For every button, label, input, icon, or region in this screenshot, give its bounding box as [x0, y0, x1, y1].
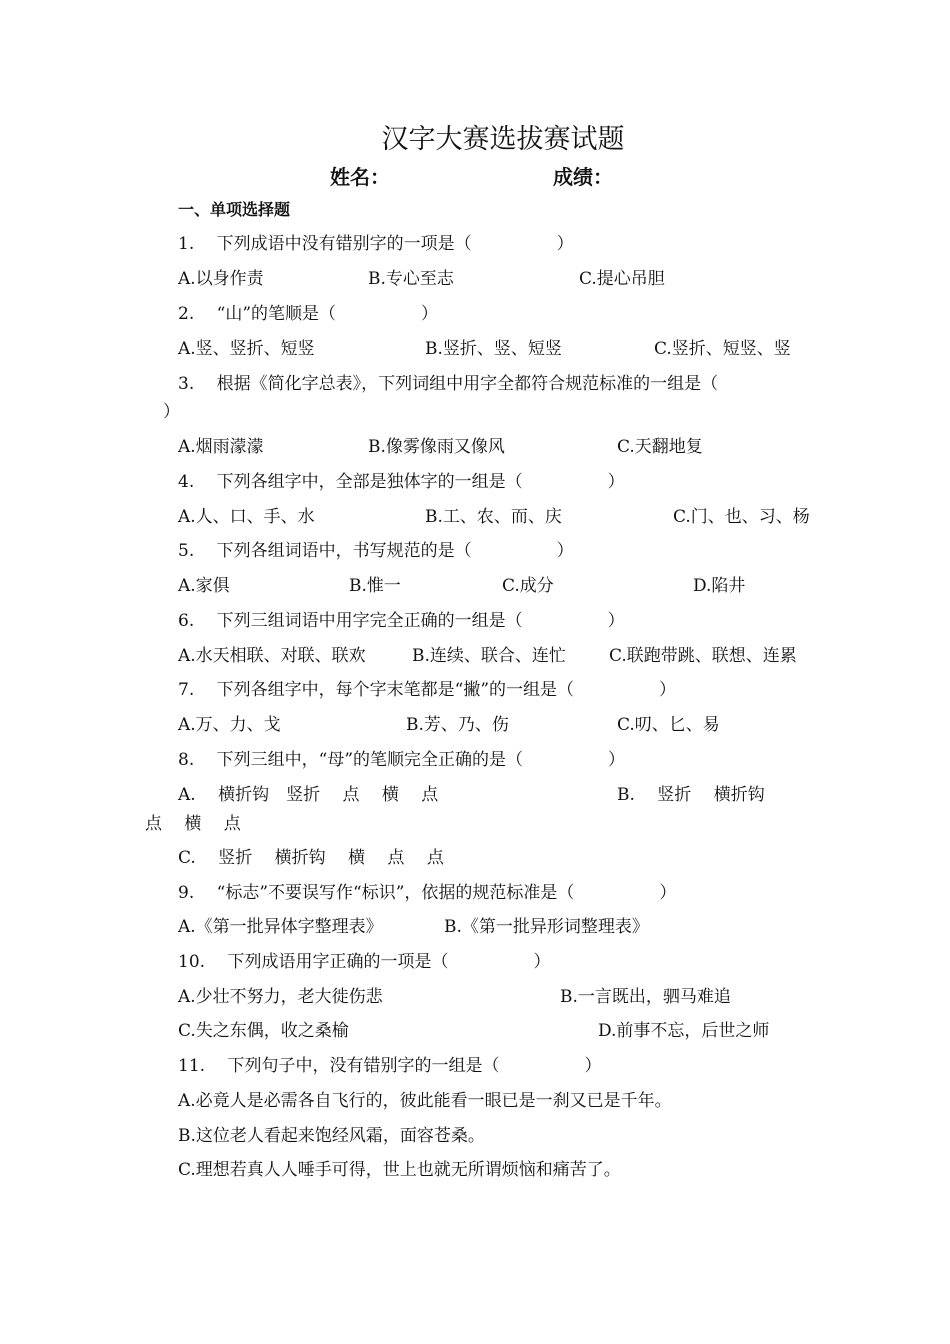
question-10: 10. 下列成语用字正确的一项是（ ）	[178, 952, 551, 972]
question-6: 6. 下列三组词语中用字完全正确的一组是（ ）	[178, 611, 625, 631]
option-10a: A.少壮不努力，老大徙伤悲	[178, 987, 383, 1007]
option-9b: B.《第一批异形词整理表》	[444, 917, 649, 937]
option-8b-continuation: 点 横 点	[145, 814, 241, 834]
question-8: 8. 下列三组中，“母”的笔顺完全正确的是（ ）	[178, 750, 626, 770]
score-label: 成绩：	[553, 165, 613, 189]
option-11b: B.这位老人看起来饱经风霜，面容苍桑。	[178, 1126, 485, 1146]
option-10b: B.一言既出，驷马难追	[560, 987, 731, 1007]
option-2b: B.竖折、竖、短竖	[425, 339, 562, 359]
question-11: 11. 下列句子中，没有错别字的一组是（ ）	[178, 1056, 602, 1076]
question-3: 3. 根据《简化字总表》，下列词组中用字全都符合规范标准的一组是（	[178, 374, 719, 394]
option-5a: A.家俱	[178, 576, 230, 596]
option-4c: C.门、也、习、杨	[673, 507, 810, 527]
option-5d: D.陷井	[693, 576, 746, 596]
question-5: 5. 下列各组词语中，书写规范的是（ ）	[178, 541, 574, 561]
question-7: 7. 下列各组字中，每个字末笔都是“撇”的一组是（ ）	[178, 680, 677, 700]
question-1: 1. 下列成语中没有错别字的一项是（ ）	[178, 234, 574, 254]
option-8a: A. 横折钩 竖折 点 横 点	[178, 785, 439, 805]
question-2: 2. “山”的笔顺是（ ）	[178, 304, 439, 324]
option-5c: C.成分	[502, 576, 554, 596]
option-5b: B.惟一	[349, 576, 401, 596]
option-1c: C.提心吊胆	[579, 269, 665, 289]
section-heading: 一、单项选择题	[178, 200, 291, 219]
option-3b: B.像雾像雨又像风	[368, 437, 505, 457]
option-6b: B.连续、联合、连忙	[412, 646, 566, 666]
option-7a: A.万、力、戈	[178, 715, 281, 735]
option-4a: A.人、口、手、水	[178, 507, 315, 527]
option-11c: C.理想若真人人唾手可得，世上也就无所谓烦恼和痛苦了。	[178, 1160, 621, 1180]
option-7b: B.芳、乃、伤	[406, 715, 509, 735]
option-4b: B.工、农、而、庆	[425, 507, 562, 527]
option-6c: C.联跑带跳、联想、连累	[609, 646, 797, 666]
question-4: 4. 下列各组字中，全部是独体字的一组是（ ）	[178, 472, 625, 492]
question-9: 9. “标志”不要误写作“标识”，依据的规范标准是（ ）	[178, 883, 677, 903]
name-label: 姓名：	[330, 165, 390, 189]
option-7c: C.叨、匕、易	[617, 715, 720, 735]
option-10d: D.前事不忘，后世之师	[598, 1021, 770, 1041]
option-8b: B. 竖折 横折钩	[617, 785, 765, 805]
option-6a: A.水天相联、对联、联欢	[178, 646, 366, 666]
option-2c: C.竖折、短竖、竖	[654, 339, 791, 359]
option-11a: A.必竟人是必需各自飞行的，彼此能看一眼已是一刹又已是千年。	[178, 1091, 672, 1111]
question-3-continuation: ）	[163, 402, 180, 422]
option-3a: A.烟雨濛濛	[178, 437, 264, 457]
option-8c: C. 竖折 横折钩 横 点 点	[178, 848, 444, 868]
option-2a: A.竖、竖折、短竖	[178, 339, 315, 359]
option-1b: B.专心至志	[368, 269, 454, 289]
option-3c: C.天翻地复	[617, 437, 703, 457]
option-9a: A.《第一批异体字整理表》	[178, 917, 383, 937]
option-1a: A.以身作责	[178, 269, 264, 289]
option-10c: C.失之东偶，收之桑榆	[178, 1021, 349, 1041]
page-title: 汉字大赛选拔赛试题	[381, 124, 625, 155]
